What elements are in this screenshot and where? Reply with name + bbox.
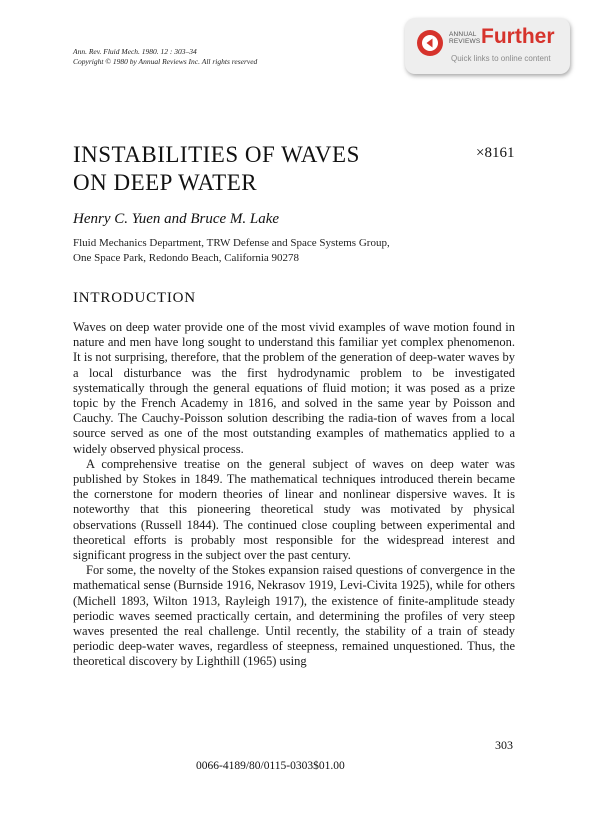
authors: Henry C. Yuen and Bruce M. Lake — [73, 211, 280, 227]
paragraph: Waves on deep water provide one of the most vivid examples of wave motion found in nature and men have long sought to understand this familiar yet complex phenomenon. It is not surprising, therefore, that the problem of the generation of deep-water waves by a local disturbance was the first hydrodynamic problem to be investigated systematically through the general equations of fluid motion; it was posed as a prize topic by the French Academy in 1816, and solved in the same year by Poisson and Cauchy. The Cauchy-Poisson solution describing the radia-tion of waves from a local source served as one of the most outstanding examples of mathematics applied to a widely observed physical process. — [73, 320, 515, 456]
paragraph: A comprehensive treatise on the general subject of waves on deep water was published by Stokes in 1849. The mathematical techniques introduced therein became the cornerstone for modern theories of linear and nonlinear dispersive waves. It is noteworthy that this pioneering theoretical study was motivated by physical observations (Russell 1844). The continued close coupling between experimental and theoretical efforts is probably most responsible for the widespread interest and significant progress in the subject over the past century. — [73, 456, 515, 563]
further-label: Further — [481, 25, 555, 48]
article-title — [73, 141, 360, 197]
journal-citation — [73, 47, 257, 67]
further-banner[interactable] — [405, 18, 570, 74]
play-circle-icon — [417, 30, 443, 56]
title-line-2: ON DEEP WATER — [73, 170, 258, 195]
section-heading: INTRODUCTION — [73, 290, 196, 306]
copyright-line: Copyright © 1980 by Annual Reviews Inc. All rights reserved — [73, 57, 258, 66]
article-code: ×8161 — [476, 145, 515, 161]
page-number: 303 — [495, 738, 513, 752]
footer-code: 0066-4189/80/0115-0303$01.00 — [196, 760, 345, 772]
journal-line: Ann. Rev. Fluid Mech. 1980. 12 : 303–34 — [73, 47, 197, 56]
annual-reviews-wordmark: ANNUAL REVIEWS — [449, 31, 481, 45]
banner-tagline: Quick links to online content — [451, 54, 551, 63]
affiliation: Fluid Mechanics Department, TRW Defense and Space Systems Group, One Space Park, Redondo Beach, California 90278 — [73, 237, 390, 264]
title-line-1: INSTABILITIES OF WAVES — [73, 142, 360, 167]
paragraph: For some, the novelty of the Stokes expansion raised questions of convergence in the mathematical sense (Burnside 1916, Nekrasov 1919, Levi-Civita 1925), while for others (Michell 1893, Wilton 1913, Rayleigh 1917), the existence of finite-amplitude steady periodic waves seemed practically certain, and determining the profiles of very steep waves presented the real challenge. Until recently, the stability of a train of steady periodic deep-water waves, regardless of steepness, remained unquestioned. Thus, the theoretical discovery by Lighthill (1965) using — [73, 563, 515, 669]
body-text — [73, 320, 515, 670]
